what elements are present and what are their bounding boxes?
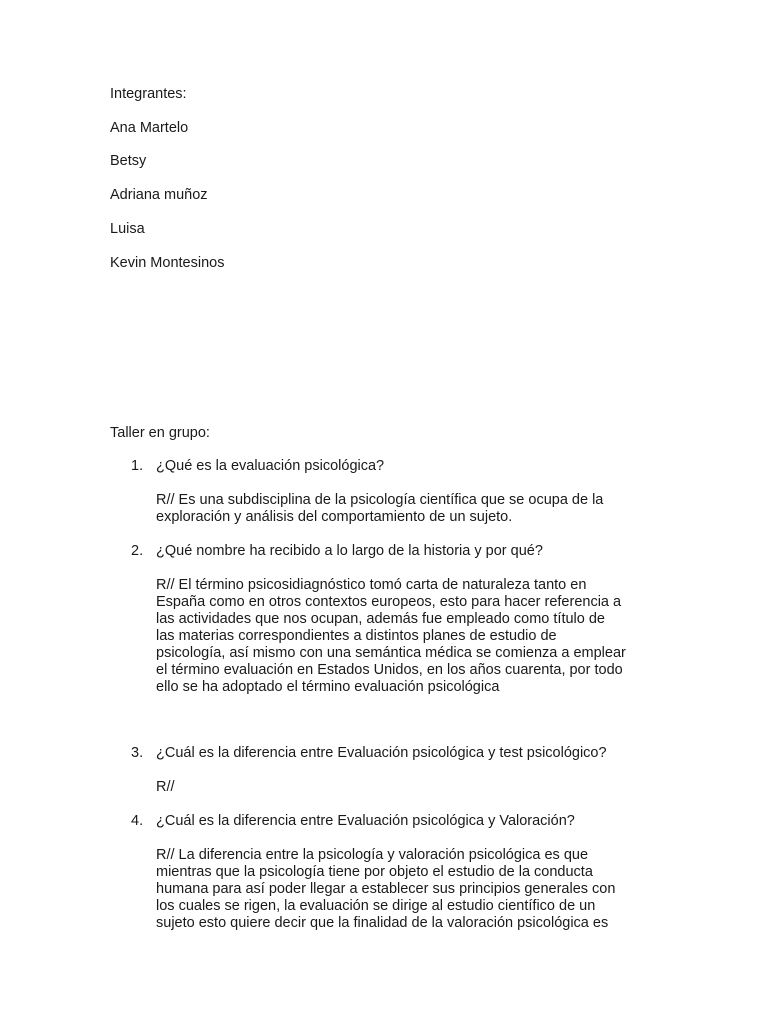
- answer-1: [156, 492, 676, 526]
- answer-2: [156, 577, 676, 696]
- answer-line: humana para así poder llegar a establecer sus principios generales con: [156, 881, 616, 897]
- answer-line: R//: [156, 779, 175, 795]
- member-name: Betsy: [110, 153, 147, 169]
- answer-line: psicología, así mismo con una semántica médica se comienza a emplear: [156, 645, 626, 661]
- question-number: 4.: [131, 813, 144, 829]
- member-name: Kevin Montesinos: [110, 255, 225, 271]
- member-name: Luisa: [110, 221, 145, 237]
- question-text: ¿Cuál es la diferencia entre Evaluación psicológica y Valoración?: [156, 813, 575, 829]
- members-heading: Integrantes:: [110, 86, 187, 102]
- question-4: [131, 813, 575, 830]
- question-number: 2.: [131, 543, 144, 559]
- answer-line: ello se ha adoptado el término evaluación psicológica: [156, 679, 500, 695]
- question-3: [131, 745, 607, 762]
- question-text: ¿Qué nombre ha recibido a lo largo de la historia y por qué?: [156, 543, 543, 559]
- question-2: [131, 543, 543, 560]
- question-text: ¿Cuál es la diferencia entre Evaluación psicológica y test psicológico?: [156, 745, 607, 761]
- answer-line: exploración y análisis del comportamiento de un sujeto.: [156, 509, 513, 525]
- member-name: Ana Martelo: [110, 120, 189, 136]
- answer-line: R// La diferencia entre la psicología y valoración psicológica es que: [156, 847, 589, 863]
- answer-4: [156, 847, 676, 932]
- question-number: 1.: [131, 458, 144, 474]
- question-number: 3.: [131, 745, 144, 761]
- answer-line: las actividades que nos ocupan, además fue empleado como título de: [156, 611, 605, 627]
- answer-line: el término evaluación en Estados Unidos, en los años cuarenta, por todo: [156, 662, 623, 678]
- answer-line: las materias correspondientes a distintos planes de estudio de: [156, 628, 557, 644]
- member-name: Adriana muñoz: [110, 187, 208, 203]
- answer-line: mientras que la psicología tiene por objeto el estudio de la conducta: [156, 864, 593, 880]
- answer-3: [156, 779, 676, 796]
- question-1: [131, 458, 384, 475]
- answer-line: R// El término psicosidiagnóstico tomó carta de naturaleza tanto en: [156, 577, 587, 593]
- answer-line: España como en otros contextos europeos, esto para hacer referencia a: [156, 594, 622, 610]
- answer-line: R// Es una subdisciplina de la psicología científica que se ocupa de la: [156, 492, 604, 508]
- workshop-title: Taller en grupo:: [110, 425, 210, 441]
- answer-line: sujeto esto quiere decir que la finalidad de la valoración psicológica es: [156, 915, 609, 931]
- answer-line: los cuales se rigen, la evaluación se dirige al estudio científico de un: [156, 898, 596, 914]
- question-text: ¿Qué es la evaluación psicológica?: [156, 458, 385, 474]
